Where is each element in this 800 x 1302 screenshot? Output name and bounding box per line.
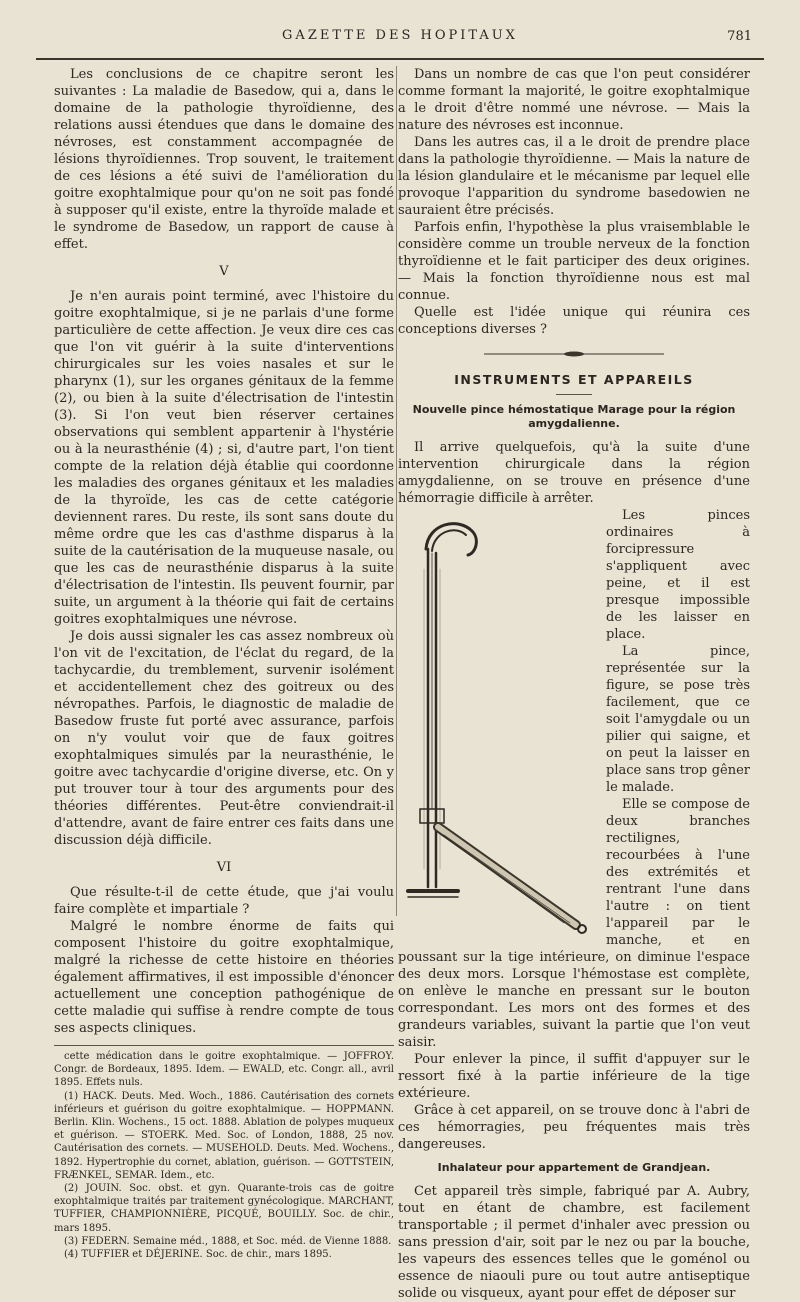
conclusion-hypothesis-paragraph: Parfois enfin, l'hypothèse la plus vraisemblable le considère comme un trouble nerveux de la fonction thyroïdienne et le fait participer des deux origines. — Mais la fonction thyroïdienne nous est mal connue. bbox=[398, 220, 750, 303]
pince-paragraph-2: Les pinces ordinaires à forcipressure s'appliquent avec peine, et il est presque impossible de les laisser en place. bbox=[606, 508, 750, 642]
article-title-inhalateur: Inhalateur pour appartement de Grandjean. bbox=[437, 1161, 711, 1174]
footnotes bbox=[54, 1045, 394, 1261]
forceps-illustration bbox=[398, 509, 598, 935]
ornament-line-icon bbox=[484, 350, 664, 358]
pince-paragraph-3: La pince, représentée sur la figure, se pose très facilement, que ce soit l'amygdale ou un pilier qui saigne, et on peut la laisser en place sans trop gêner le malade. bbox=[606, 644, 750, 795]
section-v-heading: V bbox=[219, 264, 229, 279]
left-column bbox=[54, 66, 394, 1261]
article-title-pince: Nouvelle pince hémostatique Marage pour la région amygdalienne. bbox=[412, 403, 736, 430]
page-number: 781 bbox=[727, 29, 752, 44]
section-v-paragraph-2: Je dois aussi signaler les cas assez nombreux où l'on vit de l'excitation, de l'éclat du regard, de la tachycardie, du tremblement, survenir isolément et accidentellement chez des goitreux ou des névropathes. Parfois, le diagnostic de maladie de Basedow fruste fut porté avec assurance, parfois on n'y voulut voir que de faux goitres exophtalmiques simulés par la neurasthénie, le goitre avec tachycardie d'origine diverse, etc. On y put trouver tour à tour des arguments pour des théories différentes. Peut-être conviendrait-il d'attendre, avant de faire entrer ces faits dans une discussion déjà difficile. bbox=[54, 629, 394, 848]
section-vi-paragraph-2: Malgré le nombre énorme de faits qui composent l'histoire du goitre exophtalmique, malgré la richesse de cette histoire en théories également affirmatives, il est impossible d'énoncer actuellement une conception pathogénique de cette maladie qui suffise à rendre compte de tous ses aspects cliniques. bbox=[54, 919, 394, 1036]
inhalateur-paragraph-1: Cet appareil très simple, fabriqué par A. Aubry, tout en étant de chambre, est facilement transportable ; il permet d'inhaler avec pression ou sans pression d'air, soit par le nez ou par la bouche, les vapeurs des essences telles que le goménol ou essence de niaouli pure ou tout autre antiseptique solide ou visqueux, ayant pour effet de déposer sur bbox=[398, 1184, 750, 1301]
conclusion-paragraph: Les conclusions de ce chapitre seront les suivantes : La maladie de Basedow, qui a, dans le domaine de la pathologie thyroïdienne, des relations aussi étendues que dans le domaine des névroses, est constamment accompagnée de lésions thyroïdiennes. Trop souvent, le traitement de ces lésions a été suivi de l'amélioration du goitre exophtalmique pour qu'on ne soit pas fondé à supposer qu'il existe, entre la thyroïde malade et le syndrome de Basedow, un rapport de cause à effet. bbox=[54, 67, 394, 252]
right-column bbox=[398, 66, 750, 1302]
hemostatic-forceps-icon bbox=[398, 509, 598, 935]
section-vi-paragraph-1: Que résulte-t-il de cette étude, que j'ai voulu faire complète et impartiale ? bbox=[54, 885, 394, 917]
section-vi-heading: VI bbox=[216, 860, 232, 875]
column-divider bbox=[396, 66, 397, 916]
pince-paragraph-6: Grâce à cet appareil, on se trouve donc à l'abri de ces hémorragies, peu fréquentes mais très dangereuses. bbox=[398, 1103, 750, 1152]
section-v-paragraph-1: Je n'en aurais point terminé, avec l'histoire du goitre exophtalmique, si je ne parlais d'une forme particulière de cette affection. Je veux dire ces cas que l'on vit guérir à la suite d'interventions chirurgicales sur les voies nasales et sur le pharynx (1), sur les organes génitaux de la femme (2), ou bien à la suite d'électrisation de l'intestin (3). Si l'on veut bien réserver certaines observations qui semblent appartenir à l'hystérie ou à la neurasthénie (4) ; si, d'autre part, l'on tient compte de la relation déjà établie qui coordonne les maladies des organes génitaux et les maladies de la thyroïde, les cas de cette catégorie deviennent rares. Du reste, ils sont sans doute du même ordre que les cas d'asthme disparus à la suite de la cautérisation de la muqueuse nasale, ou que les cas de neurasthénie disparus à la suite d'électrisation de l'intestin. Ils peuvent fournir, par suite, un argument à la théorie qui fait de certains goitres exophtalmiques une névrose. bbox=[54, 289, 394, 627]
heading-rule bbox=[556, 394, 592, 395]
conclusion-thyroid-paragraph: Dans les autres cas, il a le droit de prendre place dans la pathologie thyroïdienne. — Mais la nature de la lésion glandulaire et le mécanisme par lequel elle provoque l'apparition du syndrome basedowien ne sauraient être précisés. bbox=[398, 135, 750, 218]
pince-paragraph-4: Elle se compose de deux branches rectilignes, recourbées à l'une des extrémités et rentrant l'une dans l'autre : on tient l'appareil par le manche, et en poussant sur la tige intérieure, on diminue l'espace des deux mors. Lorsque l'hémostase est complète, on enlève le manche en pressant sur le bouton correspondant. Les mors ont des formes et des grandeurs variables, suivant la partie que l'on veut saisir. bbox=[398, 797, 750, 1050]
header-rule bbox=[36, 58, 764, 60]
pince-paragraph-5: Pour enlever la pince, il suffit d'appuyer sur le ressort fixé à la partie inférieure de la tige extérieure. bbox=[398, 1052, 750, 1101]
conclusion-question-paragraph: Quelle est l'idée unique qui réunira ces conceptions diverses ? bbox=[398, 305, 750, 337]
footnote-3: (3) FEDERN. Semaine méd., 1888, et Soc. méd. de Vienne 1888. bbox=[64, 1235, 392, 1247]
pince-paragraph-1: Il arrive quelquefois, qu'à la suite d'une intervention chirurgicale dans la région amygdalienne, on se trouve en présence d'une hémorragie difficile à arrêter. bbox=[398, 440, 750, 506]
footnote-4: (4) TUFFIER et DÉJERINE. Soc. de chir., mars 1895. bbox=[64, 1249, 332, 1261]
footnote-continuation: cette médication dans le goitre exophtalmique. — JOFFROY. Congr. de Bordeaux, 1895. Idem. — EWALD, etc. Congr. all., avril 1895. Effets nuls. bbox=[54, 1051, 394, 1089]
conclusion-neurosis-paragraph: Dans un nombre de cas que l'on peut considérer comme formant la majorité, le goitre exophtalmique a le droit d'être nommé une névrose. — Mais la nature des névroses est inconnue. bbox=[398, 67, 750, 133]
ornamental-rule bbox=[398, 346, 750, 363]
footnote-2: (2) JOUIN. Soc. obst. et gyn. Quarante-trois cas de goitre exophtalmique traités par traitement gynécologique. MARCHANT, TUFFIER, CHAMPIONNIÈRE, PICQUÉ, BOUILLY. Soc. de chir., mars 1895. bbox=[54, 1183, 394, 1234]
section-heading: INSTRUMENTS ET APPAREILS bbox=[454, 372, 694, 387]
footnote-1: (1) HACK. Deuts. Med. Woch., 1886. Cautérisation des cornets inférieurs et guérison du goitre exophtalmique. — HOPPMANN. Berlin. Klin. Wochens., 15 oct. 1888. Ablation de polypes muqueux et guérison. — STOERK. Med. Soc. of London, 1888, 25 nov. Cautérisation des cornets. — MUSEHOLD. Deuts. Med. Wochens., 1892. Hypertrophie du cornet, ablation, guérison. — GOTTSTEIN, FRÆNKEL, SEMAR. Idem., etc. bbox=[54, 1090, 394, 1181]
running-title: GAZETTE DES HOPITAUX bbox=[282, 28, 518, 43]
